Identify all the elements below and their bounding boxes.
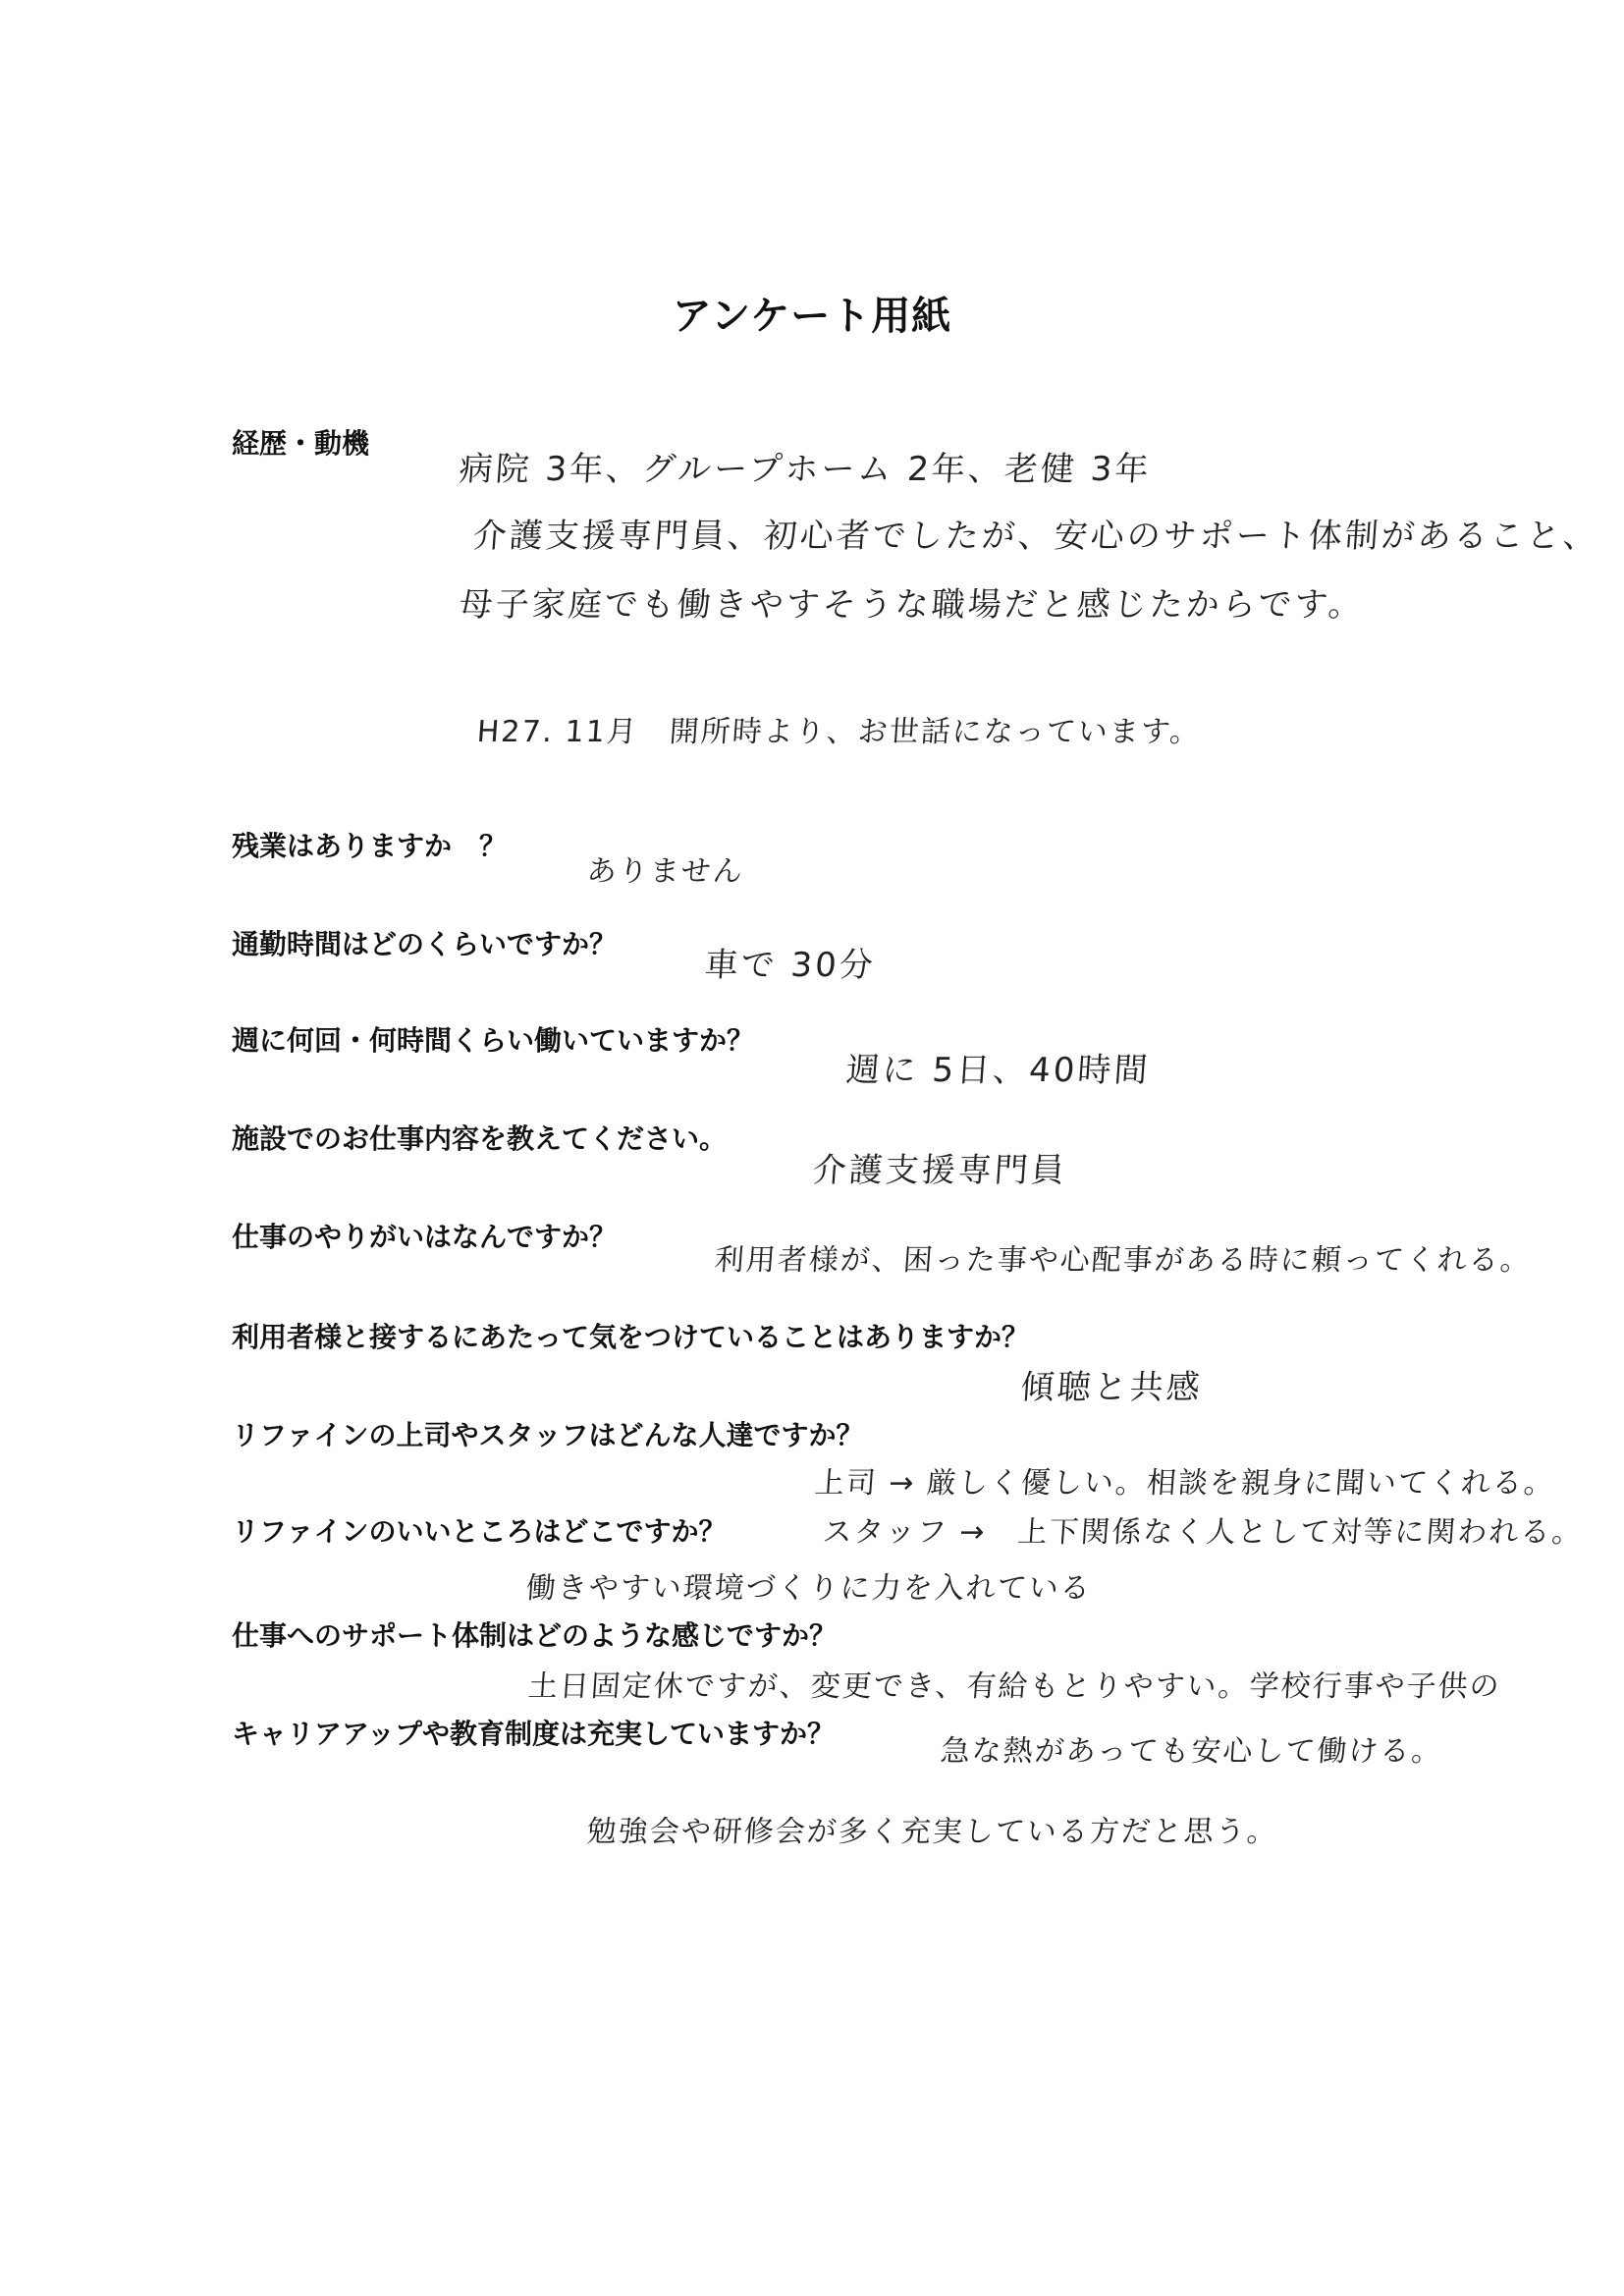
answer-job: 介護支援専門員 (811, 1151, 1069, 1190)
question-overtime: 残業はありますか ？ (232, 830, 508, 862)
answer-career-line-4: H27. 11月 開所時より、お世話になっています。 (475, 715, 1203, 749)
question-care: 利用者様と接するにあたって気をつけていることはありますか？ (232, 1321, 1030, 1353)
answer-people-line-2: スタッフ → 上下関係なく人として対等に関われる。 (821, 1515, 1585, 1550)
answer-career-line-3: 母子家庭でも働きやすそうな職場だと感じたからです。 (458, 585, 1367, 625)
answer-overtime: ありません (585, 854, 745, 889)
answer-reward: 利用者様が、困った事や心配事がある時に頼ってくれる。 (713, 1243, 1533, 1278)
question-career: 経歴・動機 (232, 427, 370, 460)
answer-hours: 週に 5日、40時間 (844, 1051, 1152, 1090)
question-hours: 週に何回・何時間くらい働いていますか？ (232, 1024, 755, 1057)
answer-career-line-1: 病院 3年、グループホーム 2年、老健 3年 (458, 450, 1153, 489)
answer-career-up: 勉強会や研修会が多く充実している方だと思う。 (585, 1815, 1279, 1849)
answer-people-line-1: 上司 → 厳しく優しい。相談を親身に聞いてくれる。 (813, 1466, 1557, 1501)
answer-career-line-2: 介護支援専門員、初心者でしたが、安心のサポート体制があること、 (471, 517, 1601, 556)
answer-good: 働きやすい環境づくりに力を入れている (524, 1571, 1093, 1606)
answer-support-line-1: 土日固定休ですが、変更でき、有給もとりやすい。学校行事や子供の (526, 1669, 1502, 1704)
page-title: アンケート用紙 (672, 294, 952, 339)
answer-support-line-2: 急な熱があっても安心して働ける。 (939, 1734, 1444, 1769)
answer-commute: 車で 30分 (703, 946, 878, 985)
question-job: 施設でのお仕事内容を教えてください。 (232, 1122, 728, 1155)
question-people: リファインの上司やスタッフはどんな人達ですか？ (232, 1419, 864, 1451)
question-good: リファインのいいところはどこですか？ (232, 1515, 727, 1548)
answer-care: 傾聴と共感 (1019, 1368, 1205, 1407)
question-career-up: キャリアアップや教育制度は充実していますか？ (232, 1718, 836, 1750)
question-reward: 仕事のやりがいはなんですか？ (232, 1221, 618, 1253)
question-commute: 通勤時間はどのくらいですか？ (232, 928, 618, 960)
question-support: 仕事へのサポート体制はどのような感じですか？ (232, 1619, 838, 1652)
